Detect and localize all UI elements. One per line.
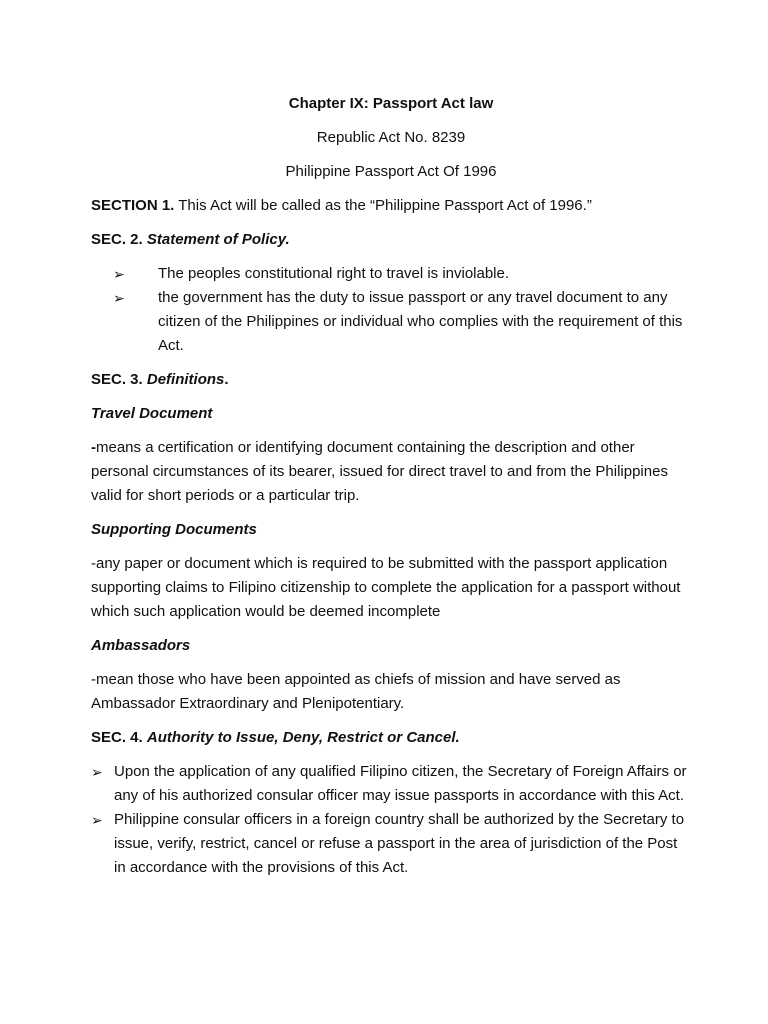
list-item <box>91 760 691 808</box>
term-travel-document: Travel Document <box>91 405 213 422</box>
act-name: Philippine Passport Act Of 1996 <box>285 163 497 180</box>
section-4-heading <box>91 726 691 750</box>
definition-supporting-documents <box>91 552 691 624</box>
definition-text: any paper or document which is required to be submitted with the passport application supporting claims to Filipino citizenship to complete the application for a passport without which such application would be deemed incomplete <box>91 555 681 620</box>
chapter-title: Chapter IX: Passport Act law <box>288 95 494 112</box>
section-3-title: Definitions <box>146 371 225 388</box>
section-2-title: Statement of Policy. <box>146 231 290 248</box>
list-item-text: Philippine consular officers in a foreign country shall be authorized by the Secretary to issue, verify, restrict, cancel or refuse a passport in the area of jurisdiction of the Post in accordance with the provisions of this Act. <box>114 811 685 876</box>
term-supporting-documents: Supporting Documents <box>91 521 257 538</box>
definition-text: means a certification or identifying document containing the description and other personal circumstances of its bearer, issued for direct travel to and from the Philippines valid for short periods or a particular trip. <box>91 439 668 504</box>
arrowhead-bullet-icon: ➢ <box>113 290 125 306</box>
section-1-text: This Act will be called as the “Philippine Passport Act of 1996.” <box>178 197 592 214</box>
definition-dash: - <box>91 555 96 572</box>
arrowhead-bullet-icon: ➢ <box>91 812 103 828</box>
list-item <box>113 262 691 286</box>
definition-text: mean those who have been appointed as chiefs of mission and have served as Ambassador Extraordinary and Plenipotentiary. <box>91 671 621 712</box>
section-2-list <box>91 262 691 358</box>
section-2-heading <box>91 228 691 252</box>
list-item-text: the government has the duty to issue passport or any travel document to any citizen of the Philippines or individual who complies with the requirement of this Act. <box>158 289 683 354</box>
list-item-text: The peoples constitutional right to travel is inviolable. <box>158 265 510 282</box>
term-ambassadors: Ambassadors <box>91 637 191 654</box>
republic-act-number: Republic Act No. 8239 <box>316 129 466 146</box>
list-item-text: Upon the application of any qualified Filipino citizen, the Secretary of Foreign Affairs or any of his authorized consular officer may issue passports in accordance with this Act. <box>114 763 687 804</box>
arrowhead-bullet-icon: ➢ <box>91 764 103 780</box>
section-4-title: Authority to Issue, Deny, Restrict or Cancel. <box>146 729 460 746</box>
section-4-label: SEC. 4. <box>91 729 143 746</box>
section-1-label: SECTION 1. <box>91 197 175 214</box>
section-4-list <box>91 760 691 880</box>
definition-travel-document <box>91 436 691 508</box>
arrowhead-bullet-icon: ➢ <box>113 266 125 282</box>
list-item <box>113 286 691 358</box>
section-3-title-period: . <box>224 371 229 388</box>
definition-dash: - <box>91 671 96 688</box>
document-body <box>91 92 691 890</box>
section-2-label: SEC. 2. <box>91 231 143 248</box>
section-3-label: SEC. 3. <box>91 371 143 388</box>
section-1 <box>91 194 691 218</box>
section-3-heading <box>91 368 691 392</box>
list-item <box>91 808 691 880</box>
definition-ambassadors <box>91 668 691 716</box>
definition-dash: - <box>91 439 96 456</box>
